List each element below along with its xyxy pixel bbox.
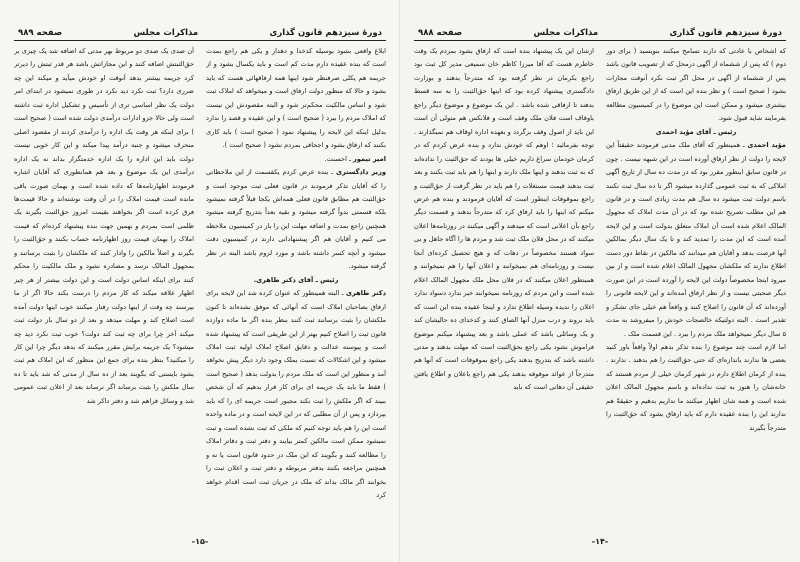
chair-heading: رئیس ـ آقای مؤید احمدی [655,127,737,136]
paragraph: ازشان این یک پیشنهاد بنده است که ارفاق بشود بمردم یک وقت خاطرم هست که آقا میرزا کاظم خان سمیعی مدیر کل ثبت بود راجع بکرمان در نظر گرفته بود که متدرجاً بدهند و بوزارت دادگستری پیشنهاد کرده بود که اینها حق‌الثبت را به سه قسط بدهند تا ارفاقی شده باشد . این یک موضوع و موضوع دیگر راجع باوقاف است فلان ملک وقف است و فلانکس هم متولی آن است این باید از اصول وقف برگردد و بعهده اداره اوقاف هم نمیگذارند . توجه بفرمائید ؛ اوهم که خودش ندارد و بنده عرض کردم که در کرمان خودمان سراغ داریم خیلی ها بودند که حق‌الثبت را نداده‌اند که به ثبت بدهند و اینها ملک دارند و اینها را هم باید ثبت بکنند و بعد ثبت بدهند قیمت مستغلات را هم باید در نظر گرفت از حق‌الثبت و راجع بموقوفات اینطور است که آقایان فرمودند و بنده هم عرض میکنم که اینها را باید ارفاق کرد که متدرجاً بدهند و قسمت دیگر راجع بآن اعلانی است که میدهند و آگهی میکنند در روزنامه‌ها اعلان میکنند که در محل فلان ملک ثبت شد و مردم ها را آگاه جاهل و بی سواد هستند مخصوصاً در دهات که و هیچ تحصیل کرده‌ای آنجا نیست و روزنامه‌ای هم نمیخوانند و اعلان آنها را هم نمیخوانند و همینطور اعلان میکنند که در فلان محل ملک مجهول المالک اعلام شده است و این مردم که روزنامه نمیخوانند خبر ندارد دسواد ندارد اعلان را ندیده وسیله اطلاع ندارد و اینجا عقیده بنده این است که باید بروند و درب منزل آنها الصاق کنند و کدخدای ده حالیشان کند و یک وسائلی باشد که عملی باشد و بعد پیشنهاد میکنم موضوع فراموش نشود یکی راجع بحق‌الثبت است که مهلت بدهند و مدتی داشته باشد که بتدریج بدهند یکی راجع بموقوفات است که آنها هم متدرجاً از عوائد موقوفه بدهند یکی هم راجع باعلان و اطلاع یافتن حقیقی آن دهاتی است که باید [414,47,594,392]
page-number-label: صفحه ۹۸۹ [18,28,63,38]
chair-heading: رئیس ـ آقای دکتر طاهری. [253,275,339,284]
speaker-name: دکتر طاهری [345,289,386,298]
speaker-paragraph [606,139,786,341]
speaker-name: امیر تیمور [353,154,386,163]
page-footer-number: -۱۴- [591,537,609,546]
left-column [14,45,194,523]
page-footer-number: -۱۵- [191,537,209,546]
publication-title: مذاکرات مجلس [133,28,199,38]
paragraph: آن صدی یک صدی دو مربوط بهر مدتی که اضافه شد یک چیزی بر حق‌الثبتش اضافه کنند و این مجازاتش باشد هر قدر ثبتش را دیرتر کرد جریمه بیشتر بدهد آنوقت او خودش میآید و میکند این چه ضرری دارد؟ ثبت نکرد دید نکرد در طوری نمیشود در ابتدای امر دولت یک نظر اساسی تری از تأسیس و تشکیل اداره ثبت داشته است ولی حالا جزو ادارات درآمدی دولت شده است ( صحیح است ) برای اینکه هر وقت یک اداره را درآمدی کردند از مقصود اصلی منحرف میشود و جنبه درآمد پیدا میکند و این کار خوبی نیست دولت باید این اداره را یک اداره خدمتگزار بداند نه یک اداره درآمدی این یک موضوع و بعد هم همانطوری که آقایان اشاره فرمودند اظهارنامه‌ها که داده شده است و بهمان صورت باقی مانده است قیمت املاک را در آن وقت نوشته‌اند و حالا قیمت‌ها فرق کرده است اگر بخواهند بقیمت امروز حق‌الثبت بگیرند یک ظلمی است بمردم و بهمین جهت بنده پیشنهاد کرده‌ام که قیمت املاک را بهمان قیمت روز اظهارنامه حساب بکنند و حق‌الثبت را بگیرند و اصلاً مالکین را وادار کنند که ملکشان را بثبت برسانند و بمجهول المالک نرسد و مصادره نشود و ملک مالکیت را محکم کنند برای اینکه اساس دولت است و این دولت بیشتر از هر چیز اظهار علاقه میکند که کار مردم را درست بکند حالا اگر از ما بپرسند چه وقت از اینها دولت رفتار میکنند خوب اینها دولت آمده است اصلاح کند و مهلت میدهد و بعد از دو سال باز دولت ثبت میکند آخر چرا برای چه ثبت کند دولت؟ خوب ثبت نکرد دید چه میشود؟ یک جریمه برایش مقرر میکنند که بدهد دیگر چرا این کار را میکنید؟ بنظر بنده برای جمع این منظور که این املاک هم ثبت بشود بایستی که بگویند بعد از ده سال از مدتی که شد باید تا ده سال ملکش را بثبت برساند اگر نرساند بعد از اعلان ثبت عمومی شد و وسائل فراهم شد و دفتر داکر شد [14,47,194,405]
left-column [414,45,594,523]
speaker-name: وزیر دادگستری [336,168,386,177]
speaker-paragraph [206,153,386,166]
right-column [206,45,386,523]
text-columns [14,45,386,523]
page-header [414,26,786,41]
paragraph: ابلاغ واقعی بشود بوسیله کدخدا و دهدار و یکی هم راجع بمدت است که بنده عقیده دارم مدت کم است و باید یکسال بشود و از جریمه هم یکلی صرفنظر شود اینها همه ارفاقهائی هست که باید بشود و حالا که منظور دولت ارفاق است و میخواهد که املاک ثبت شود و اساس مالکیت محکم‌تر شود و البته مقصودش این نیست که املاک مردم را ببرد ( صحیح است ) و این عقیده و قصد را ندارد بدلیل اینکه این لایحه را پیشنهاد نمود ( صحیح است ) باید کاری بکنند که ارفاق بشود و اجحافی بمردم نشود ( صحیح است ). [206,47,386,150]
period-title: دورهٔ سیزدهم قانون گذاری [669,28,782,38]
speech-text: ـ همینطور که آقای ملک مدنی فرمودند حقیقتاً این لایحه را دولت از نظر ارفاق آورده است در این شبهه نیست . چون در قانون سابق اینطور مقرر بود که در مدت ده سال از تاریخ آگهی املاکی که به ثبت عمومی گذارده میشود اگر تا ده سال ثبت نکنند باسم دولت ثبت میشود ده سال هم مدت زیادی است و در قانون هم این مطلب تصریح شده بود که در آن مدت املاک که مجهول المالک اعلام شده است آن املاک متعلق بدولت است و این لایحه آمده است که این مدت را تمدید کند و تا یک سال دیگر بمالکین آنها فرصت بدهد و آقایان هم میدانند که مالکین در نقاط دور دست اطلاع ندارند که ملکشان مجهول المالک اعلام شده است و از بین میرود اینجا مخصوصاً دولت این لایحه را آورده است در این صورت دیگر صحبتی نیست و از نظر ارفاق آمده‌اند و این لایحه قانونی را آورده‌اند که آن قانون را اصلاح کنند و واقعاً هم خیلی جای تشکر و تقدیر است . البته دولتیکه خالصجات خودش را میفروشد به مدت ۵ سال دیگر نمیخواهد ملک مردم را ببرد . این قسمت ملک . [606,141,786,338]
page-number-label: صفحه ۹۸۸ [418,28,463,38]
right-column [606,45,786,523]
paragraph: اما لازم است چند موضوع را بنده تذکر بدهم اولاً واقعاً باور کنید بعضی ها ندارند باندازه‌ای که حتی حق‌الثبت را هم بدهند . ندارند . بنده از کرمان اطلاع دارم در شهر کرمان خیلی از مردم هستند که خانه‌شان را هنوز به ثبت نداده‌اند و باسم مجهول المالک اعلان شده است و همه شان اظهار میکنند ما نداریم بدهیم و حقیقةً هم ندارند این را بنده عقیده دارم که باید ارفاق بشود که حق‌الثبت را متدرجاً بگیرند [606,342,786,432]
speech-text: ـ احسنت. [324,154,351,163]
speech-text: ـ البته همینطور که عنوان کرده شد این لایحه برای ارفاق بصاحبان املاک است که آنهائی که موفق نشده‌اند تا کنون ملکشان را بثبت برسانند ثبت کنند بنظر بنده اگر ما ماده دوازده قانون ثبت را اصلاح کنیم بهتر از این طریقی است که پیشنهاد شده است و پیوسته عدالت و دقایق اصلاح املاک اولیه ثبت املاک میشود و این اشکالات که نسبت بملک وجود دارد دیگر پیش نخواهد آمد و منظور این است که ملک مردم را بدولت بدهد ( صحیح است ) فقط ما باید یک جریمه ای برای کار قرار بدهیم که آن شخص ببیند که اگر ملکش را ثبت نکند مجبور است جریمه ای را که باید بپردازد و پس از آن مطلبی که در این لایحه است و در ماده واحده است این را هم باید توجه کنیم که ملکی که ثبت نشده است و ثبت نمیشود ممکن است مالکین کمتر بیایند و دفتر ثبت و دفاتر املاک را مطالعه کنند و بگویند که این ملک در حدود قانون است یا نه و همچنین مراجعه بکنند بدفتر مربوطه و دفتر ثبت و اعلان ثبت را بخوانند اگر مالک بداند که ملک در جریان ثبت است اقدام خواهد کرد [206,289,386,499]
period-title: دورهٔ سیزدهم قانون گذاری [269,28,382,38]
speaker-name: مؤید احمدی [747,141,786,150]
speaker-paragraph [206,287,386,502]
text-columns [414,45,786,523]
paragraph: که اشخاص با عادتی که دارند تسامح میکنند بنویسید ( برای دور دوم ) که پس از ششماه از آگهی درمحل که از تصویب قانون باشد پس از ششماه از آگهی در محل اگر ثبت نکرد آنوقت مجازات بشود ( صحیح است ) و نظر بنده این است که از این طریق ارفاق بیشتری میشود و ممکن است این موضوع را در کمیسیون مطالعه بفرمایند شاید قبول شود. [606,47,786,123]
speaker-paragraph [206,166,386,274]
publication-title: مذاکرات مجلس [533,28,599,38]
right-page [400,0,800,562]
speech-text: ـ بنده عرض کردم یکقسمت از این ملاحظاتی را که آقایان تذکر فرمودند در قانون فعلی ثبت موجود است و حق‌الثبت هم مطابق قانون فعلی همه‌اش یکجا قبلاً گرفته نمیشود بلکه قسمتی بدواً گرفته میشود و بقیه بعداً بتدریج گرفته میشود همچنین راجع بمدت و اضافه مهلت این را باز در کمیسیون ملاحظه می کنیم و آقایان هم اگر پیشنهاداتی دارند در کمیسیون دقت میشود و آنچه کسر داشته باشد و مورد لزوم باشد البته در نظر گرفته میشود. [206,168,386,271]
page-header [14,26,386,41]
